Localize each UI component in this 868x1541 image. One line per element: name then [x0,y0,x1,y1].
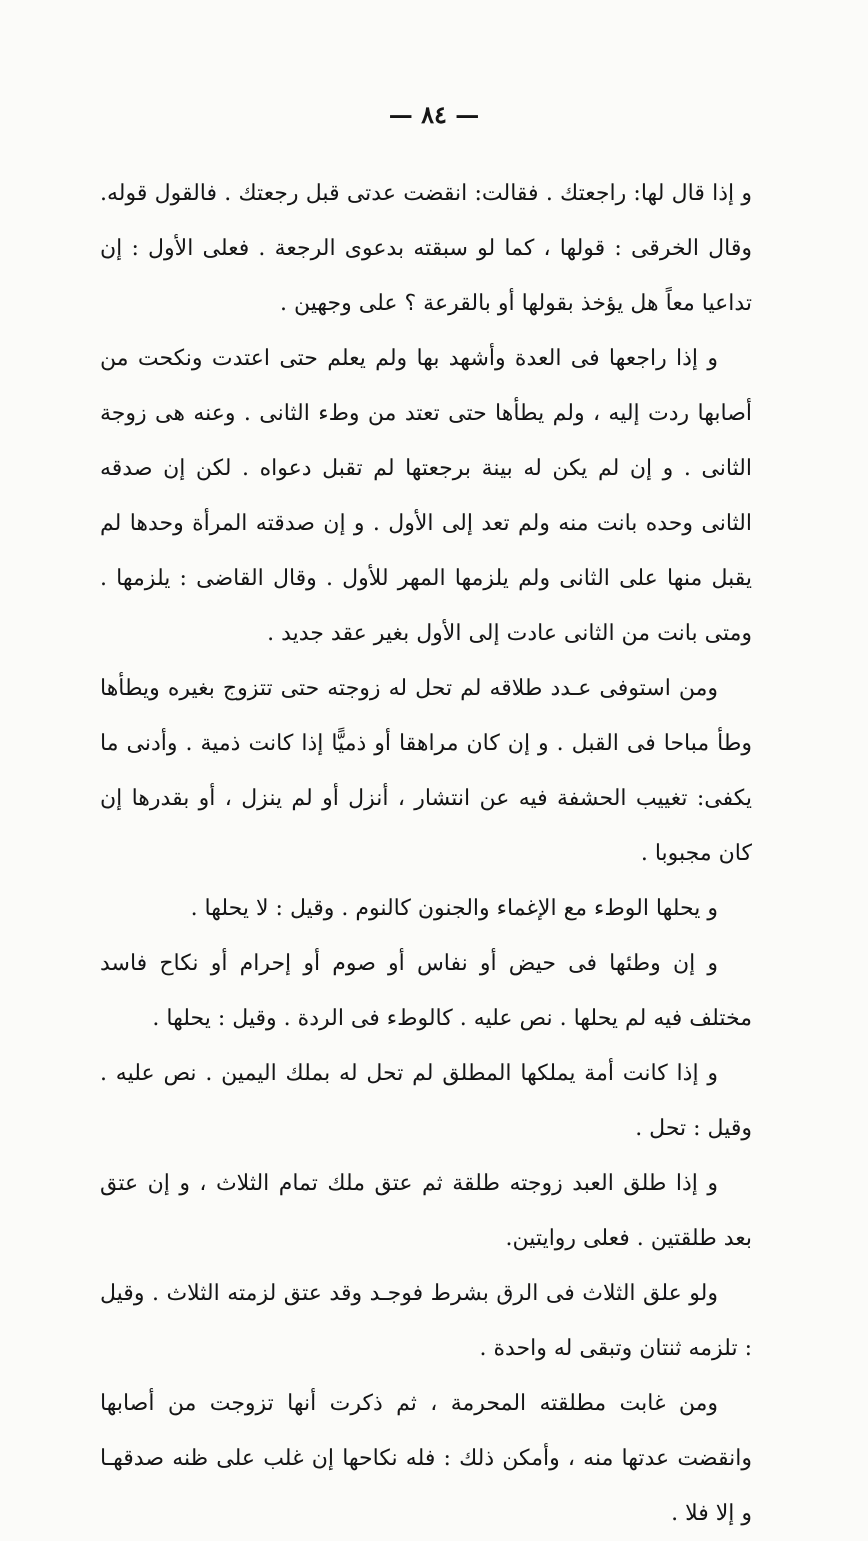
paragraph: و إذا قال لها: راجعتك . فقالت: انقضت عدتى قبل رجعتك . فالقول قوله. وقال الخرقى : قولها ، كما لو سبقته بدعوى الرجعة . فعلى الأول : إن تداعيا معاً هل يؤخذ بقولها أو بالقرعة ؟ على وجهين . [100,181,752,316]
paragraph: ومن غابت مطلقته المحرمة ، ثم ذكرت أنها تزوجت من أصابها وانقضت عدتها منه ، وأمكن ذلك : فله نكاحها إن غلب على ظنه صدقهـا و إلا فلا . [100,1391,752,1526]
body-text [100,166,752,1541]
paragraph: ولو علق الثلاث فى الرق بشرط فوجـد وقد عتق لزمته الثلاث . وقيل : تلزمه ثنتان وتبقى له واحدة . [100,1281,752,1361]
paragraph: و إذا كانت أمة يملكها المطلق لم تحل له بملك اليمين . نص عليه . وقيل : تحل . [100,1061,752,1141]
paragraph: و إذا راجعها فى العدة وأشهد بها ولم يعلم حتى اعتدت ونكحت من أصابها ردت إليه ، ولم يطأها حتى تعتد من وطء الثانى . وعنه هى زوجة الثانى . و إن لم يكن له بينة برجعتها لم تقبل دعواه . لكن إن صدقه الثانى وحده بانت منه ولم تعد إلى الأول . و إن صدقته المرأة وحدها لم يقبل منها على الثانى ولم يلزمها المهر للأول . وقال القاضى : يلزمها . ومتى بانت من الثانى عادت إلى الأول بغير عقد جديد . [100,346,752,646]
paragraph: و إذا طلق العبد زوجته طلقة ثم عتق ملك تمام الثلاث ، و إن عتق بعد طلقتين . فعلى روايتين. [100,1171,752,1251]
paragraph: ومن استوفى عـدد طلاقه لم تحل له زوجته حتى تتزوج بغيره ويطأها وطأ مباحا فى القبل . و إن كان مراهقا أو ذميًّا إذا كانت ذمية . وأدنى ما يكفى: تغييب الحشفة فيه عن انتشار ، أنزل أو لم ينزل ، أو بقدرها إن كان مجبوبا . [100,676,752,866]
paragraph: و يحلها الوطء مع الإغماء والجنون كالنوم . وقيل : لا يحلها . [190,896,718,921]
page-number: — ٨٤ — [388,100,480,129]
paragraph: و إن وطئها فى حيض أو نفاس أو صوم أو إحرام أو نكاح فاسد مختلف فيه لم يحلها . نص عليه . كالوطء فى الردة . وقيل : يحلها . [100,951,752,1031]
